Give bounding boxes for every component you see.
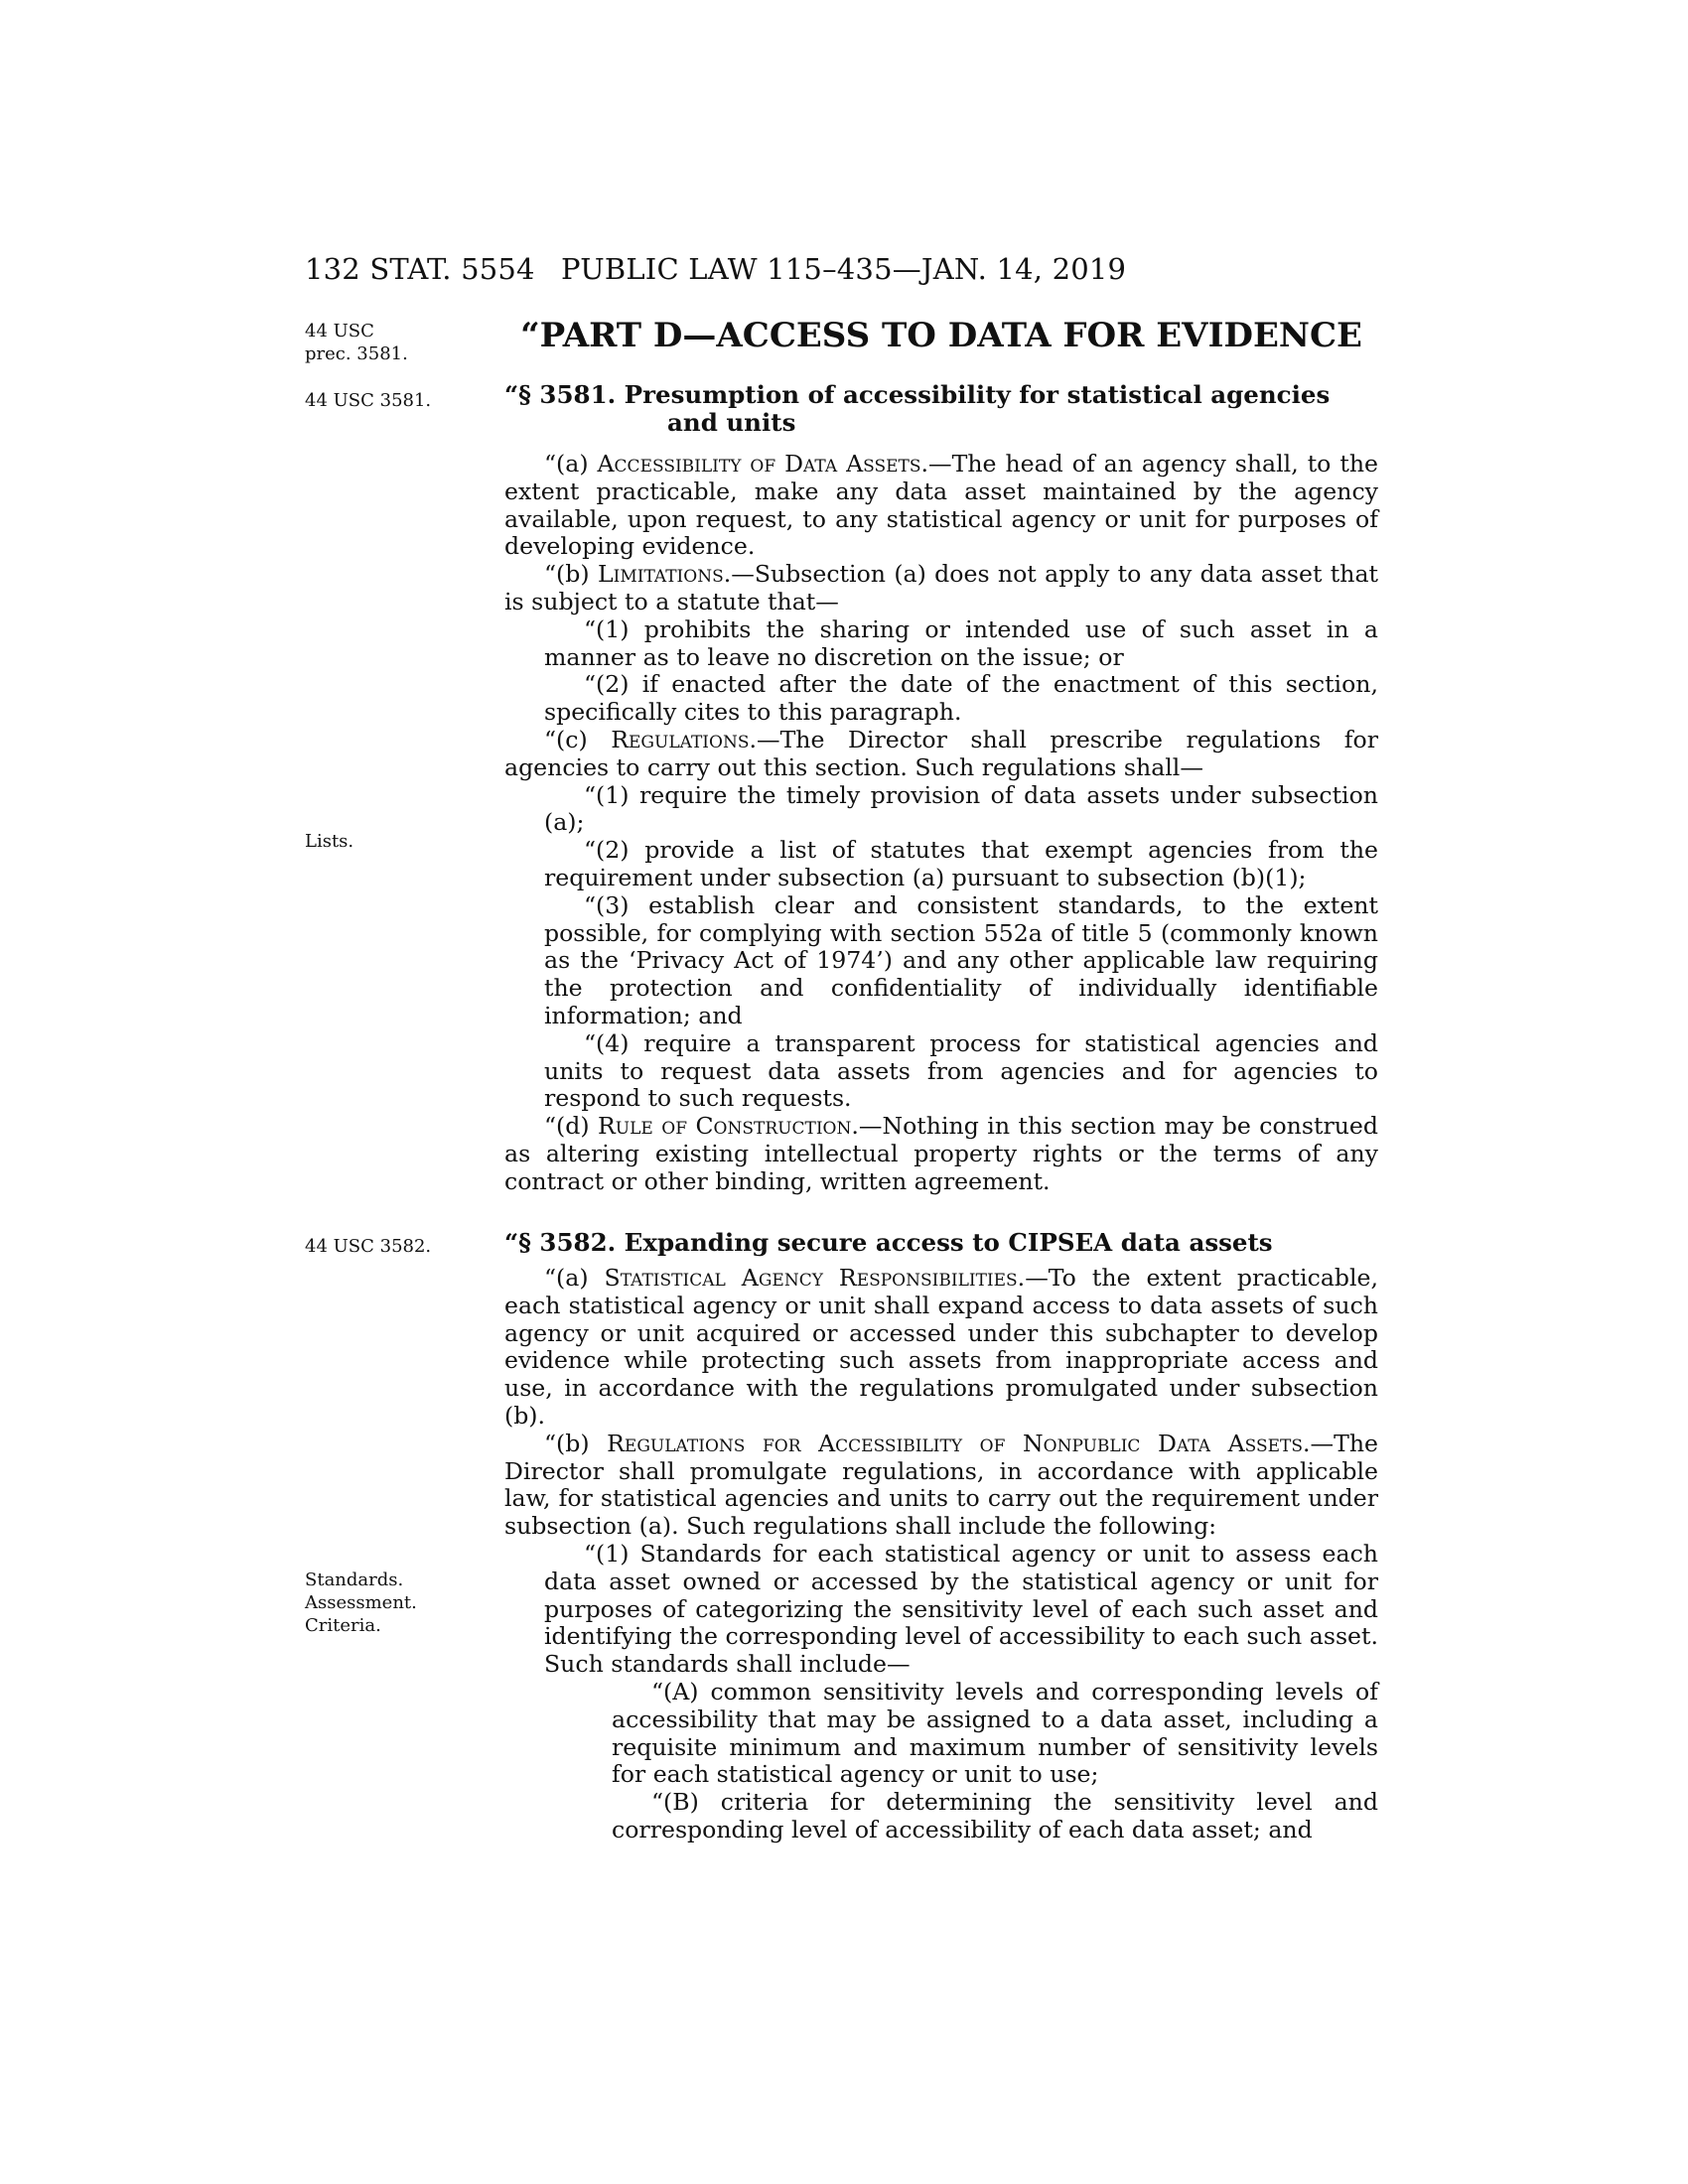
margin-note-standards (305, 1569, 484, 1637)
paragraph-b2: “(2) if enacted after the date of the enactment of this section, specifically cites to this paragraph. (544, 670, 1378, 727)
margin-note-line: Standards. (305, 1570, 404, 1590)
subsection-text: —The Director shall promulgate regulations, in accordance with applicable law, for statistical agencies and units to carry out the requirement under subsection (a). Such regulations shall include the following: (504, 1429, 1378, 1541)
subsection-text: —Subsection (a) does not apply to any data asset that is subject to a statute that— (504, 560, 1379, 615)
stat-page-number: 132 STAT. 5554 (305, 252, 535, 286)
subsection-text: —To the extent practicable, each statistical agency or unit shall expand access to data assets of such agency or unit acquired or accessed under this subchapter to develop evidence while protecting such assets from inappropriate access and use, in accordance with the regulations promulgated under subsection (b). (504, 1264, 1378, 1430)
subsection-caption: Rule of Construction. (598, 1112, 859, 1141)
margin-note-sec-3582: 44 USC 3582. (305, 1236, 432, 1257)
section-heading: “§ 3582. Expanding secure access to CIPSEA data assets (504, 1228, 1273, 1257)
subsection-text: —The Director shall prescribe regulations for agencies to carry out this section. Such regulations shall— (504, 725, 1378, 781)
margin-note-line: 44 USC (305, 321, 374, 341)
subsection-caption: Regulations for Accessibility of Nonpublic Data Assets. (607, 1429, 1311, 1457)
subsection-caption: Regulations. (611, 725, 757, 753)
paragraph-b1: “(1) prohibits the sharing or intended use of such asset in a manner as to leave no discretion on the issue; or (544, 614, 1378, 671)
subsection-b (504, 561, 1378, 616)
section-heading-line: “§ 3581. Presumption of accessibility for statistical agencies (504, 380, 1331, 409)
paragraph-c1: “(1) require the timely provision of data assets under subsection (a); (544, 780, 1378, 837)
subsection-text: —The head of an agency shall, to the extent practicable, make any data asset maintained by the agency available, upon request, to any statistical agency or unit for purposes of developing evidence. (504, 450, 1378, 561)
part-heading: “PART D—ACCESS TO DATA FOR EVIDENCE (520, 316, 1362, 355)
subsection-prefix: “(b) (544, 1429, 608, 1457)
subsection-b (504, 1431, 1378, 1541)
subsection-a (504, 1265, 1378, 1431)
margin-note-sec-3581: 44 USC 3581. (305, 390, 432, 411)
margin-note-lists: Lists. (305, 831, 354, 852)
subsection-caption: Statistical Agency Responsibilities. (604, 1264, 1026, 1292)
subsection-prefix: “(b) (544, 560, 598, 589)
paragraph-c3: “(3) establish clear and consistent standards, to the extent possible, for complying with section 552a of title 5 (commonly known as the ‘Privacy Act of 1974’) and any other applicable law requiring the protection and confidentiality of individually identifiable information; and (544, 890, 1378, 1029)
subsection-d (504, 1113, 1378, 1195)
margin-note-line: Criteria. (305, 1615, 381, 1636)
subsection-caption: Limitations. (597, 560, 732, 589)
subsection-a (504, 451, 1378, 561)
margin-note-line: prec. 3581. (305, 343, 408, 364)
section-3582 (504, 1229, 1378, 1844)
subsection-prefix: “(a) (544, 450, 598, 478)
margin-note-part-d (305, 320, 484, 365)
subsection-prefix: “(c) (544, 725, 612, 753)
section-heading-line: and units (667, 408, 796, 437)
subsection-prefix: “(d) (544, 1112, 599, 1141)
paragraph-b1: “(1) Standards for each statistical agency or unit to assess each data asset owned or accessed by the statistical agency or unit for purposes of categorizing the sensitivity level of each such asset and identifying the corresponding level of accessibility to each such asset. Such standards shall include— (544, 1539, 1378, 1679)
subsection-caption: Accessibility of Data Assets. (597, 450, 928, 478)
section-heading (504, 381, 1378, 437)
subparagraph-b1B: “(B) criteria for determining the sensitivity level and corresponding level of accessibility of each data asset; and (612, 1788, 1378, 1843)
subsection-text: —Nothing in this section may be construed as altering existing intellectual property rights or the terms of any contract or other binding, written agreement. (504, 1112, 1378, 1195)
running-header-title: PUBLIC LAW 115–435—JAN. 14, 2019 (561, 252, 1127, 286)
subsection-c (504, 727, 1378, 782)
section-3581 (504, 381, 1378, 1196)
subsection-prefix: “(a) (544, 1264, 605, 1292)
paragraph-c2: “(2) provide a list of statutes that exempt agencies from the requirement under subsection (a) pursuant to subsection (b)(1); (544, 836, 1378, 891)
subparagraph-b1A: “(A) common sensitivity levels and corresponding levels of accessibility that may be assigned to a data asset, including a requisite minimum and maximum number of sensitivity levels for each statistical agency or unit to use; (612, 1677, 1378, 1789)
paragraph-c4: “(4) require a transparent process for statistical agencies and units to request data assets from agencies and for agencies to respond to such requests. (544, 1028, 1378, 1113)
margin-note-line: Assessment. (305, 1592, 417, 1613)
